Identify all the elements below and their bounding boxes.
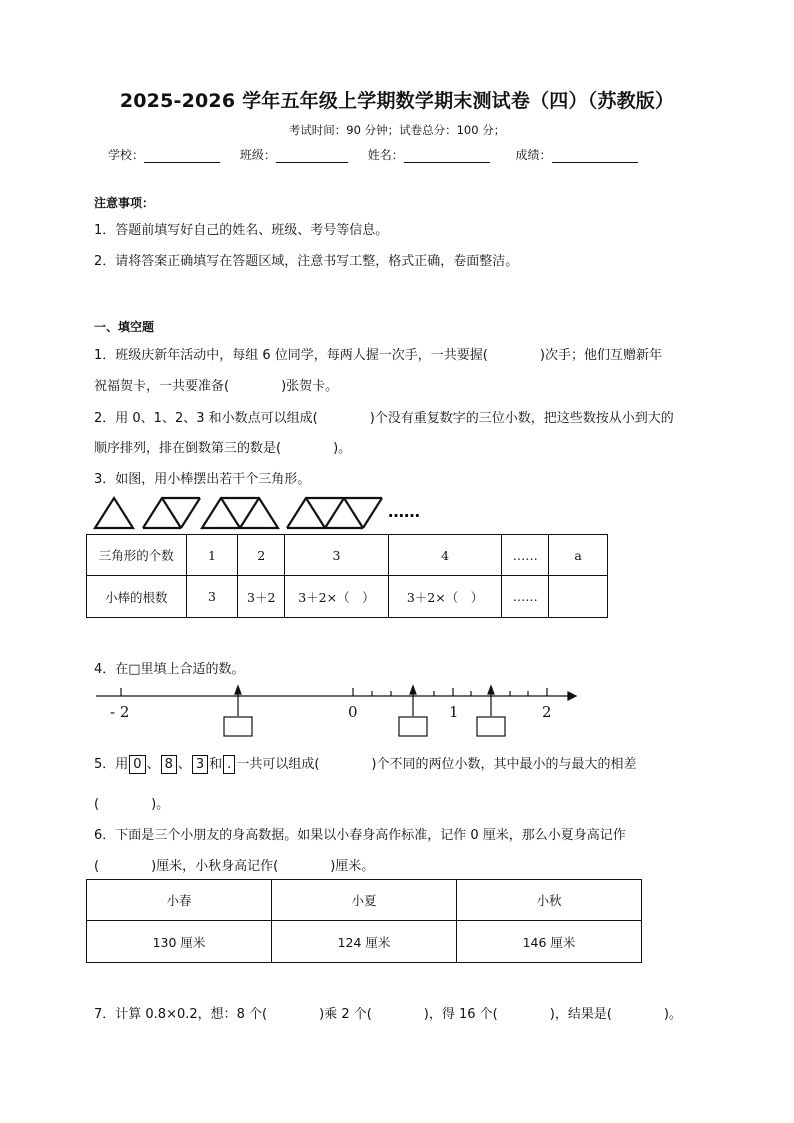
question-5-prefix: 5．用 — [94, 757, 129, 772]
exam-info: 考试时间：90 分钟；试卷总分：100 分； — [288, 123, 506, 137]
question-1-line-2: 祝福贺卡，一共要准备( )张贺卡。 — [94, 379, 339, 394]
name-label: 姓名： — [367, 148, 404, 162]
question-6-line-1: 6．下面是三个小朋友的身高数据。如果以小春身高作标准，记作 0 厘米，那么小夏身高记作 — [94, 828, 626, 843]
table-cell: …… — [502, 535, 549, 576]
question-5-line-1 — [94, 755, 636, 774]
score-field[interactable] — [552, 149, 638, 163]
section-heading: 一、填空题 — [94, 320, 155, 334]
student-info-row — [108, 146, 654, 163]
table-cell: a — [549, 535, 608, 576]
school-field[interactable] — [144, 149, 220, 163]
table-row — [87, 576, 608, 618]
decimal-point-card: . — [223, 755, 235, 774]
table-cell: 3 — [285, 535, 389, 576]
notice-item: 2．请将答案正确填写在答题区域，注意书写工整，格式正确，卷面整洁。 — [94, 254, 519, 269]
name-field[interactable] — [404, 149, 490, 163]
page-title: 2025-2026 学年五年级上学期数学期末测试卷（四）（苏教版） — [119, 90, 675, 112]
table-header-cell: 小夏 — [272, 880, 457, 921]
digit-card: 0 — [129, 755, 145, 774]
triangle-table — [86, 534, 608, 618]
question-7-text: 7．计算 0.8×0.2，想：8 个( )乘 2 个( )，得 16 个( )，结果是( )。 — [94, 1007, 682, 1022]
digit-card: 8 — [161, 755, 177, 774]
table-cell: 130 厘米 — [87, 921, 272, 963]
notice-item: 1．答题前填写好自己的姓名、班级、考号等信息。 — [94, 223, 389, 238]
question-3-text: 3．如图，用小棒摆出若干个三角形。 — [94, 472, 311, 487]
table-cell: 1 — [186, 535, 238, 576]
table-cell: 3＋2 — [238, 576, 285, 618]
class-field[interactable] — [276, 149, 348, 163]
separator: 、 — [177, 757, 191, 772]
score-label: 成绩： — [515, 148, 552, 162]
table-row — [87, 535, 608, 576]
table-row — [87, 921, 642, 963]
and-word: 和 — [209, 757, 223, 772]
question-5-line-2: ( )。 — [94, 797, 170, 812]
table-row — [87, 880, 642, 921]
table-cell: 3＋2×（ ） — [388, 576, 502, 618]
table-cell: 三角形的个数 — [87, 535, 187, 576]
table-cell: …… — [502, 576, 549, 618]
school-label: 学校： — [108, 148, 145, 162]
table-answer-cell[interactable] — [549, 576, 608, 618]
question-4-text: 4．在□里填上合适的数。 — [94, 662, 245, 677]
question-2-line-2: 顺序排列，排在倒数第三的数是( )。 — [94, 441, 352, 456]
question-6-line-2: ( )厘米，小秋身高记作( )厘米。 — [94, 859, 375, 874]
notice-heading: 注意事项： — [94, 196, 155, 210]
number-line-label: - 2 — [110, 703, 130, 721]
table-cell: 2 — [238, 535, 285, 576]
table-header-cell: 小春 — [87, 880, 272, 921]
table-cell: 4 — [388, 535, 502, 576]
table-cell: 小棒的根数 — [87, 576, 187, 618]
separator: 、 — [146, 757, 160, 772]
number-line-label: 2 — [542, 703, 552, 721]
figure-ellipsis: …… — [388, 502, 420, 521]
number-line — [92, 680, 582, 740]
table-cell: 3＋2×（ ） — [285, 576, 389, 618]
question-5-suffix: 一共可以组成( )个不同的两位小数，其中最小的与最大的相差 — [236, 757, 637, 772]
class-label: 班级： — [239, 148, 276, 162]
height-table — [86, 879, 642, 963]
digit-card: 3 — [192, 755, 208, 774]
question-2-line-1: 2．用 0、1、2、3 和小数点可以组成( )个没有重复数字的三位小数，把这些数按从小到大的 — [94, 411, 674, 426]
table-cell: 146 厘米 — [457, 921, 642, 963]
question-1-line-1: 1．班级庆新年活动中，每组 6 位同学，每两人握一次手，一共要握( )次手；他们互赠新年 — [94, 348, 662, 363]
table-cell: 124 厘米 — [272, 921, 457, 963]
table-header-cell: 小秋 — [457, 880, 642, 921]
table-cell: 3 — [186, 576, 238, 618]
number-line-label: 0 — [348, 703, 358, 721]
triangle-figure — [90, 492, 430, 532]
number-line-label: 1 — [449, 703, 459, 721]
